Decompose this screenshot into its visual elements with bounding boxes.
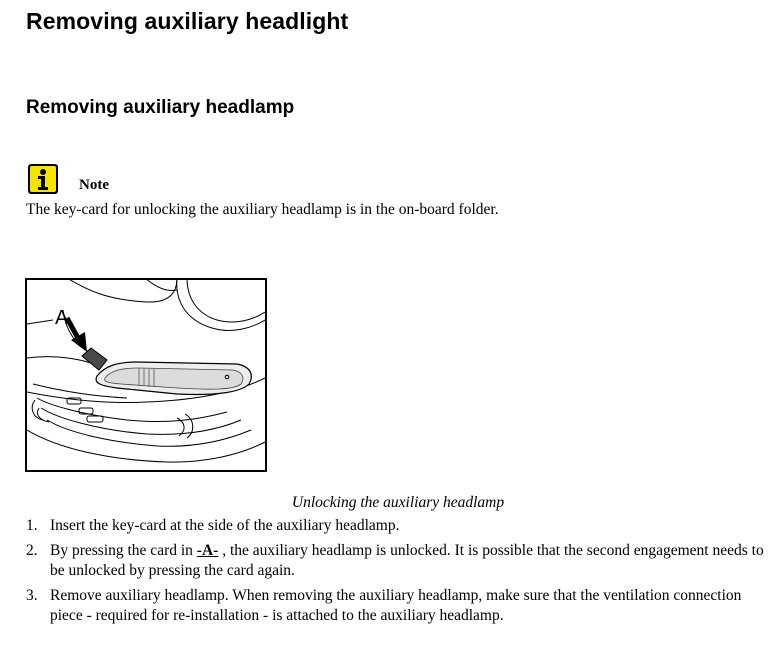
step-text: Insert the key-card at the side of the auxiliary headlamp. (50, 517, 400, 534)
step-number: 3. (26, 587, 38, 604)
figure-caption: Unlocking the auxiliary headlamp (291, 494, 505, 511)
steps-list (26, 516, 774, 631)
list-item (26, 541, 774, 581)
page-title: Removing auxiliary headlight (26, 8, 349, 34)
info-icon (27, 163, 59, 195)
step-number: 2. (26, 542, 38, 559)
note-text: The key-card for unlocking the auxiliary headlamp is in the on-board folder. (26, 201, 499, 218)
headlamp-illustration (25, 278, 267, 472)
section-title: Removing auxiliary headlamp (26, 97, 295, 118)
step-number: 1. (26, 517, 38, 534)
list-item (26, 586, 774, 626)
step-text: By pressing the card in (50, 542, 197, 559)
list-item (26, 516, 774, 536)
reference-link-a[interactable]: -A- (196, 542, 219, 559)
bumper-drawing (27, 280, 265, 470)
note-label: Note (79, 177, 109, 193)
step-text: , the auxiliary headlamp is unlocked. It is possible that the second engagement needs to be unlocked by pressing the card again. (50, 542, 764, 579)
figure-label-a: A (55, 307, 69, 329)
step-text: Remove auxiliary headlamp. When removing the auxiliary headlamp, make sure that the ventilation connection piece - required for re-installation - is attached to the auxiliary headlamp. (50, 587, 742, 624)
